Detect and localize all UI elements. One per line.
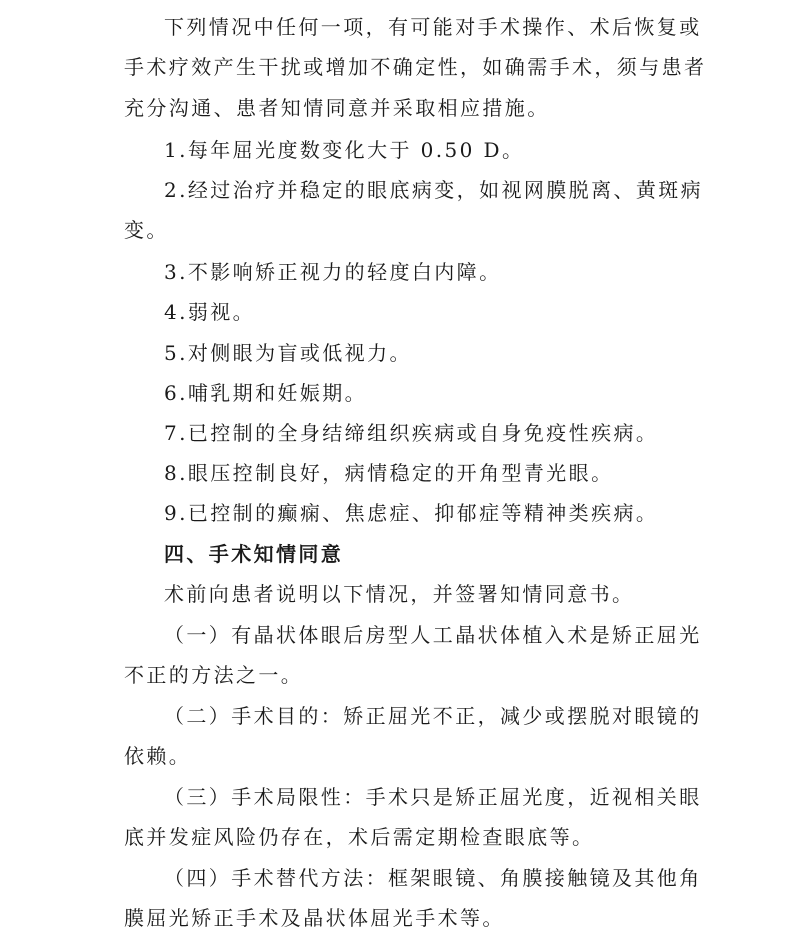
list-item-3: 3.不影响矫正视力的轻度白内障。 [164, 260, 502, 284]
intro-line-1: 下列情况中任何一项，有可能对手术操作、术后恢复或 [164, 15, 702, 39]
list-item-5: 5.对侧眼为盲或低视力。 [164, 341, 412, 365]
list-item-6: 6.哺乳期和妊娠期。 [164, 381, 368, 405]
intro-line-2: 手术疗效产生干扰或增加不确定性，如确需手术，须与患者 [124, 55, 707, 79]
paragraph-1-line-1: （一）有晶状体眼后房型人工晶状体植入术是矫正屈光 [164, 623, 702, 647]
intro-line-3: 充分沟通、患者知情同意并采取相应措施。 [124, 96, 550, 120]
list-item-9: 9.已控制的癫痫、焦虑症、抑郁症等精神类疾病。 [164, 501, 659, 525]
paragraph-2-line-1: （二）手术目的：矫正屈光不正，减少或摆脱对眼镜的 [164, 704, 702, 728]
paragraph-2-line-2: 依赖。 [124, 744, 192, 768]
paragraph-1-line-2: 不正的方法之一。 [124, 663, 304, 687]
list-item-4: 4.弱视。 [164, 300, 256, 324]
paragraph-3-line-1: （三）手术局限性：手术只是矫正屈光度，近视相关眼 [164, 785, 702, 809]
paragraph-4-line-2: 膜屈光矫正手术及晶状体屈光手术等。 [124, 906, 505, 930]
list-item-8: 8.眼压控制良好，病情稳定的开角型青光眼。 [164, 461, 614, 485]
section-heading: 四、手术知情同意 [164, 542, 344, 566]
list-item-2-cont: 变。 [124, 218, 169, 242]
paragraph-3-line-2: 底并发症风险仍存在，术后需定期检查眼底等。 [124, 825, 595, 849]
list-item-2: 2.经过治疗并稳定的眼底病变，如视网膜脱离、黄斑病 [164, 178, 704, 202]
section-lead: 术前向患者说明以下情况，并签署知情同意书。 [164, 582, 635, 606]
paragraph-4-line-1: （四）手术替代方法：框架眼镜、角膜接触镜及其他角 [164, 866, 702, 890]
list-item-1: 1.每年屈光度数变化大于 0.50 D。 [164, 138, 525, 162]
list-item-7: 7.已控制的全身结缔组织疾病或自身免疫性疾病。 [164, 421, 659, 445]
